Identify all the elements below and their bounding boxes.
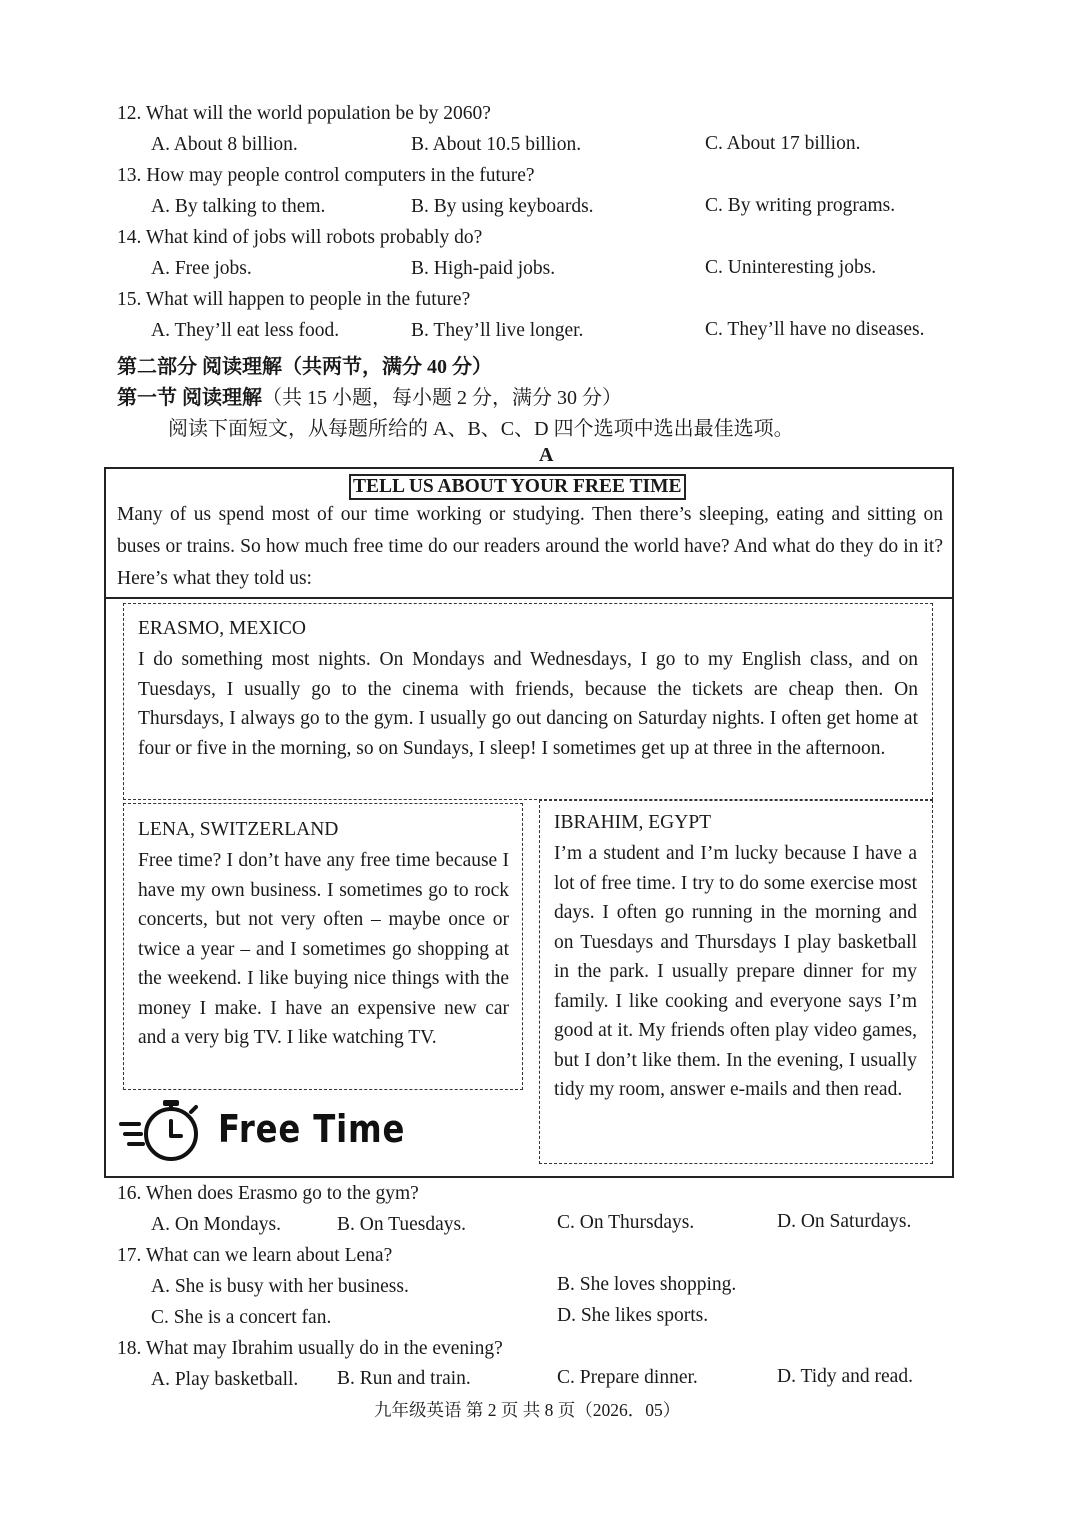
q15-option-c: C. They’ll have no diseases. <box>705 319 925 340</box>
stopwatch-icon <box>119 1094 201 1164</box>
passage-title: TELL US ABOUT YOUR FREE TIME <box>349 474 686 500</box>
q16-option-a: A. On Mondays. <box>151 1214 281 1235</box>
q18-option-b: B. Run and train. <box>337 1368 471 1389</box>
q13-option-c: C. By writing programs. <box>705 195 896 216</box>
ibrahim-name: IBRAHIM, EGYPT <box>554 812 712 833</box>
free-time-logo-text: Free Time <box>218 1107 406 1151</box>
passage-label: A <box>539 444 554 466</box>
q18-option-a: A. Play basketball. <box>151 1369 299 1390</box>
part-two-heading: 第二部分 阅读理解（共两节，满分 40 分） <box>117 356 492 378</box>
q15-option-a: A. They’ll eat less food. <box>151 320 340 341</box>
q18-option-d: D. Tidy and read. <box>777 1366 913 1387</box>
q17-option-c: C. She is a concert fan. <box>151 1307 332 1328</box>
q14-option-b: B. High-paid jobs. <box>411 258 556 279</box>
q14-option-a: A. Free jobs. <box>151 258 252 279</box>
q15-option-b: B. They’ll live longer. <box>411 320 584 341</box>
passage-header <box>106 469 952 599</box>
instruction: 阅读下面短文，从每题所给的 A、B、C、D 四个选项中选出最佳选项。 <box>168 418 794 440</box>
question-13: 13. How may people control computers in the future? <box>117 165 535 186</box>
lena-text: Free time? I don’t have any free time because I have my own business. I sometimes go to rock concerts, but not very often – maybe once or twice a year – and I sometimes go shopping at the weekend. I like buying nice things with the money I make. I have an expensive new car and a very big TV. I like watching TV. <box>138 850 509 1048</box>
question-12: 12. What will the world population be by 2060? <box>117 103 491 124</box>
q17-option-d: D. She likes sports. <box>557 1305 709 1326</box>
lena-name: LENA, SWITZERLAND <box>138 819 339 840</box>
q17-option-b: B. She loves shopping. <box>557 1274 737 1295</box>
q18-option-c: C. Prepare dinner. <box>557 1367 698 1388</box>
q13-option-b: B. By using keyboards. <box>411 196 594 217</box>
q16-option-d: D. On Saturdays. <box>777 1211 912 1232</box>
erasmo-name: ERASMO, MEXICO <box>138 618 306 639</box>
passage-intro: Many of us spend most of our time working or studying. Then there’s sleeping, eating and sitting on buses or trains. So how much free time do our readers around the world have? And what do they do in it? Here’s what they told us: <box>117 504 943 589</box>
q16-option-c: C. On Thursdays. <box>557 1212 695 1233</box>
section-one-title: 第一节 阅读理解 <box>117 387 262 409</box>
erasmo-text: I do something most nights. On Mondays and Wednesdays, I go to my English class, and on Tuesdays, I usually go to the cinema with friends, because the tickets are cheap then. On Thursdays, I always go to the gym. I usually go out dancing on Saturday nights. I often get home at four or five in the morning, so on Sundays, I sleep! I sometimes get up at three in the afternoon. <box>138 649 918 759</box>
section-one-heading <box>117 381 622 410</box>
question-18: 18. What may Ibrahim usually do in the evening? <box>117 1338 503 1359</box>
q16-option-b: B. On Tuesdays. <box>337 1214 466 1235</box>
page-footer: 九年级英语 第 2 页 共 8 页（2026．05） <box>374 1400 681 1420</box>
q17-option-a: A. She is busy with her business. <box>151 1276 409 1297</box>
ibrahim-text: I’m a student and I’m lucky because I have a lot of free time. I try to do some exercise most days. I often go running in the morning and on Tuesdays and Thursdays I play basketball in the park. I usually prepare dinner for my family. I like cooking and everyone says I’m good at it. My friends often play video games, but I don’t like them. In the evening, I usually tidy my room, answer e-mails and then read. <box>554 843 917 1100</box>
question-15: 15. What will happen to people in the future? <box>117 289 471 310</box>
question-16: 16. When does Erasmo go to the gym? <box>117 1183 419 1204</box>
question-17: 17. What can we learn about Lena? <box>117 1245 393 1266</box>
section-one-note: （共 15 小题，每小题 2 分，满分 30 分） <box>262 387 622 409</box>
q12-option-c: C. About 17 billion. <box>705 133 861 154</box>
q12-option-a: A. About 8 billion. <box>151 134 298 155</box>
question-14: 14. What kind of jobs will robots probably do? <box>117 227 483 248</box>
q12-option-b: B. About 10.5 billion. <box>411 134 582 155</box>
q13-option-a: A. By talking to them. <box>151 196 326 217</box>
q14-option-c: C. Uninteresting jobs. <box>705 257 877 278</box>
